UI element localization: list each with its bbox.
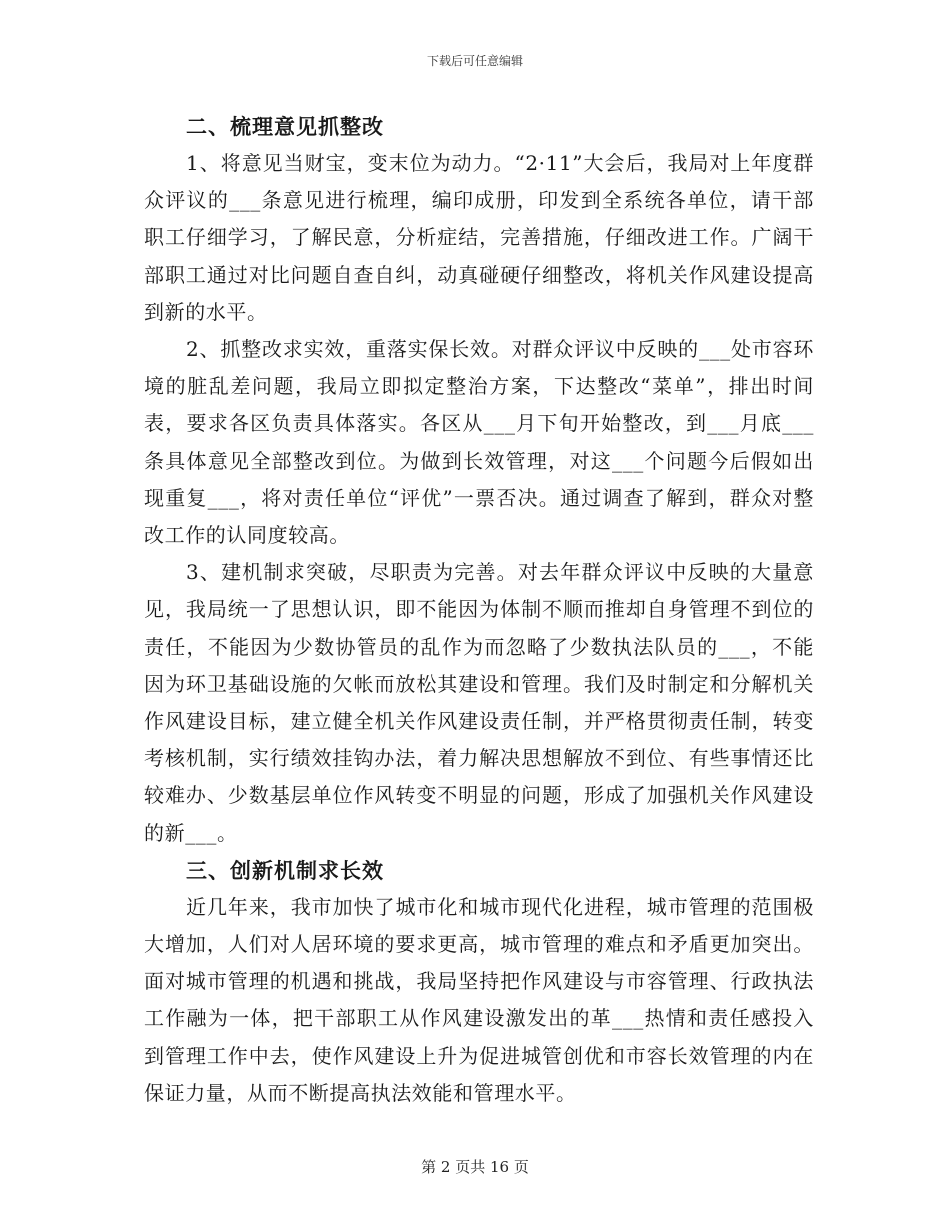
section-heading-2: 二、梳理意见抓整改 (186, 114, 384, 139)
paragraph-3-1: 近几年来，我市加快了城市化和城市现代化进程，城市管理的范围极大增加，人们对人居环境的要求更高，城市管理的难点和矛盾更加突出。面对城市管理的机遇和挑战，我局坚持把作风建设与市容管理、行政执法工作融为一体，把干部职工从作风建设激发出的革___热情和责任感投入到管理工作中去，使作风建设上升为促进城管创优和市容长效管理的内在保证力量，从而不断提高执法效能和管理水平。 (144, 894, 814, 1105)
paragraph-2-2: 2、抓整改求实效，重落实保长效。对群众评议中反映的___处市容环境的脏乱差问题，我局立即拟定整治方案，下达整改“菜单”，排出时间表，要求各区负责具体落实。各区从___月下旬开始整改，到___月底___条具体意见全部整改到位。为做到长效管理，对这___个问题今后假如出现重复___，将对责任单位“评优”一票否决。通过调查了解到，群众对整改工作的认同度较高。 (144, 337, 814, 548)
section-heading-3: 三、创新机制求长效 (186, 857, 384, 883)
document-body (144, 108, 814, 1112)
paragraph-2-1: 1、将意见当财宝，变末位为动力。“2·11”大会后，我局对上年度群众评议的___条意见进行梳理，编印成册，印发到全系统各单位，请干部职工仔细学习，了解民意，分析症结，完善措施，仔细改进工作。广阔干部职工通过对比问题自查自纠，动真碰硬仔细整改，将机关作风建设提高到新的水平。 (144, 151, 814, 324)
paragraph-2-3: 3、建机制求突破，尽职责为完善。对去年群众评议中反映的大量意见，我局统一了思想认识，即不能因为体制不顺而推却自身管理不到位的责任，不能因为少数协管员的乱作为而忽略了少数执法队员的___，不能因为环卫基础设施的欠帐而放松其建设和管理。我们及时制定和分解机关作风建设目标，建立健全机关作风建设责任制，并严格贯彻责任制，转变考核机制，实行绩效挂钩办法，着力解决思想解放不到位、有些事情还比较难办、少数基层单位作风转变不明显的问题，形成了加强机关作风建设的新___。 (144, 560, 814, 845)
page-header-note: 下载后可任意编辑 (426, 54, 523, 68)
page-number: 第 2 页共 16 页 (421, 1158, 529, 1176)
